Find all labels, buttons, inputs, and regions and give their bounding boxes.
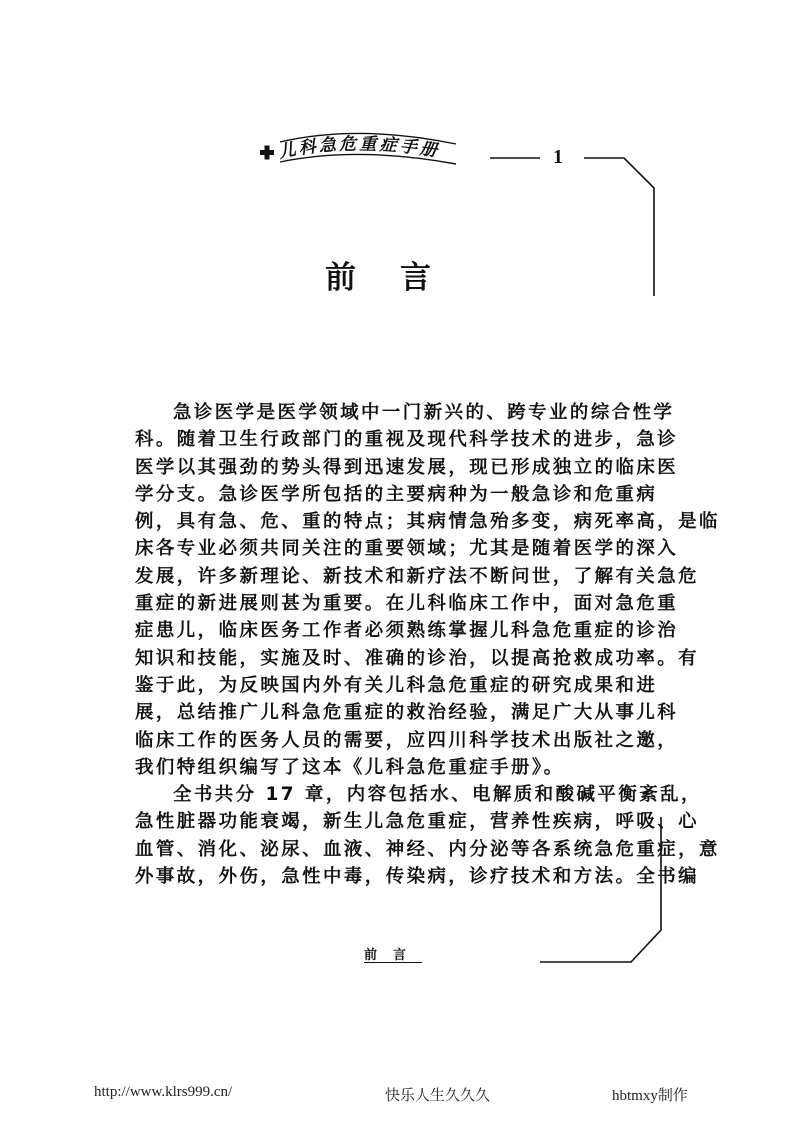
text-line: 症患儿，临床医务工作者必须熟练掌握儿科急危重症的诊治 [135,620,679,642]
page-title: 前言 [325,260,475,296]
text-line: 例，具有急、危、重的特点；其病情急殆多变，病死率高，是临 [135,511,720,533]
text-line: 科。随着卫生行政部门的重视及现代科学技术的进步，急诊 [135,429,679,451]
preface-body [135,399,720,890]
running-footer-section: 前言 [364,948,423,963]
bottom-watermark-bar [0,1084,793,1106]
text-line: 床各专业必须共同关注的重要领域；尤其是随着医学的深入 [135,538,679,560]
text-line: 展，总结推广儿科急危重症的救治经验，满足广大从事儿科 [135,702,679,724]
text-line: 重症的新进展则甚为重要。在儿科临床工作中，面对急危重 [135,593,679,615]
cross-icon [260,146,274,160]
text-line: 血管、消化、泌尿、血液、神经、内分泌等各系统急危重症，意 [135,838,720,860]
text-line: 全书共分 17 章，内容包括水、电解质和酸碱平衡紊乱， [173,784,702,806]
slogan-text: 快乐人生久久久 [385,1088,491,1104]
site-url-link[interactable]: http://www.klrs999.cn/ [94,1084,233,1100]
text-line: 临床工作的医务人员的需要，应四川科学技术出版社之邀， [135,729,679,751]
text-line: 发展，许多新理论、新技术和新疗法不断问世，了解有关急危 [135,565,700,587]
text-line: 外事故，外伤，急性中毒，传染病，诊疗技术和方法。全书编 [135,866,700,888]
text-line: 急诊医学是医学领域中一门新兴的、跨专业的综合性学 [173,402,675,423]
book-title-emblem [258,128,458,168]
credit-text: hbtmxy制作 [612,1088,688,1104]
text-line: 鉴于此，为反映国内外有关儿科急危重症的研究成果和进 [135,674,658,696]
text-line: 医学以其强劲的势头得到迅速发展，现已形成独立的临床医 [135,456,679,478]
paragraph-1 [135,399,720,781]
text-line: 学分支。急诊医学所包括的主要病种为一般急诊和危重病 [135,483,658,505]
book-title-text: 儿科急危重症手册 [277,134,442,163]
text-line: 我们特组织编写了这本《儿科急危重症手册》。 [135,756,565,778]
text-line: 急性脏器功能衰竭，新生儿急危重症，营养性疾病，呼吸、心 [135,811,700,833]
paragraph-2 [135,781,720,890]
page-number: 1 [553,146,563,168]
text-line: 知识和技能，实施及时、准确的诊治，以提高抢救成功率。有 [135,647,700,669]
